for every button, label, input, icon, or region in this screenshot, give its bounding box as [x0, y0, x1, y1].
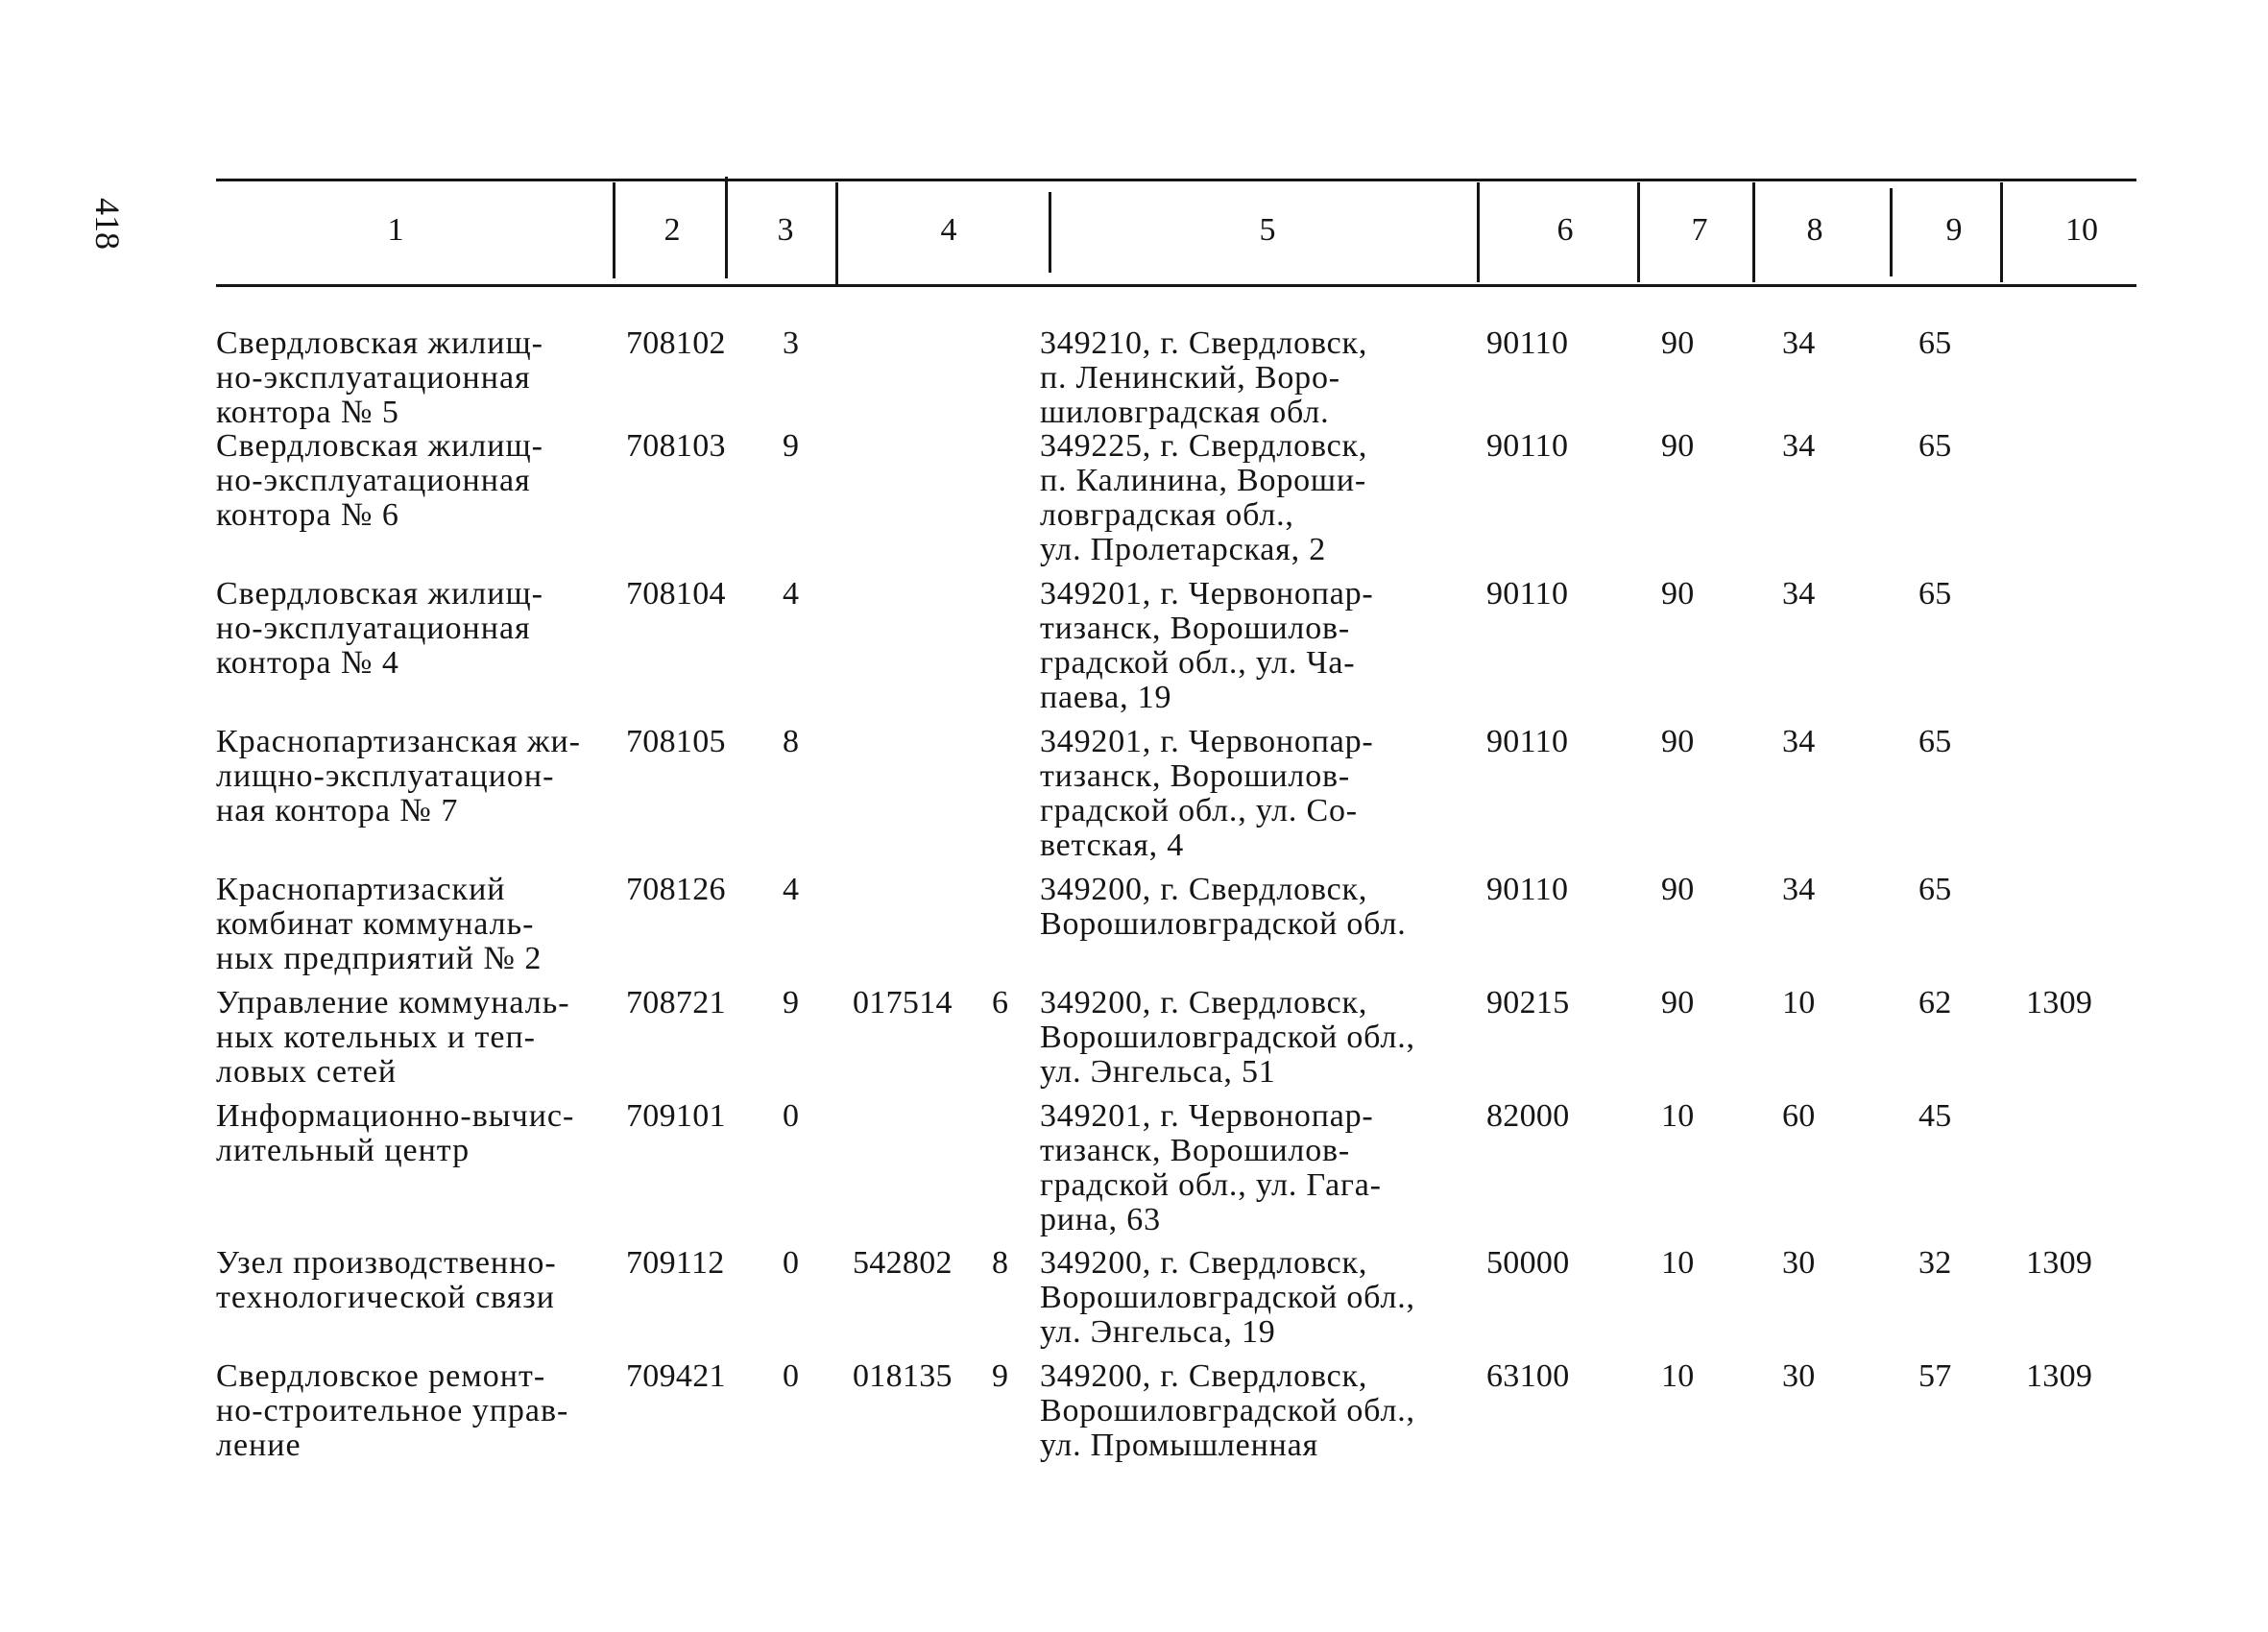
col8-value: 34 [1782, 325, 1816, 361]
col7-value: 10 [1661, 1098, 1695, 1134]
column-header-7: 7 [1691, 212, 1708, 248]
col3-digit: 3 [783, 325, 800, 361]
column-header-4: 4 [940, 212, 957, 248]
col10-value: 1309 [2026, 1245, 2093, 1281]
column-divider [1477, 182, 1480, 282]
col2-code: 708126 [626, 872, 726, 907]
col8-value: 34 [1782, 428, 1816, 464]
col3-digit: 0 [783, 1358, 800, 1394]
address: 349200, г. Свердловск, Ворошиловградской обл. [1040, 872, 1407, 942]
column-header-6: 6 [1556, 212, 1574, 248]
column-header-3: 3 [777, 212, 794, 248]
column-divider [2000, 182, 2003, 282]
address: 349200, г. Свердловск, Ворошиловградской обл., ул. Энгельса, 19 [1040, 1245, 1415, 1350]
column-divider [1049, 192, 1051, 273]
col2-code: 708102 [626, 325, 726, 361]
col3-digit: 9 [783, 985, 800, 1020]
col9-value: 45 [1918, 1098, 1952, 1134]
col6-code: 50000 [1486, 1245, 1570, 1281]
column-header-8: 8 [1806, 212, 1823, 248]
organization-name: Управление коммуналь- ных котельных и теп- ловых сетей [216, 985, 570, 1090]
col6-code: 90110 [1486, 576, 1569, 612]
column-header-1: 1 [387, 212, 404, 248]
column-header-5: 5 [1259, 212, 1276, 248]
organization-name: Краснопартизаский комбинат коммуналь- ных предприятий № 2 [216, 872, 543, 976]
column-divider [1752, 182, 1755, 282]
col2-code: 709421 [626, 1358, 726, 1394]
col6-code: 90110 [1486, 428, 1569, 464]
col9-value: 65 [1918, 325, 1952, 361]
col8-value: 34 [1782, 872, 1816, 907]
address: 349200, г. Свердловск, Ворошиловградской обл., ул. Энгельса, 51 [1040, 985, 1415, 1090]
col8-value: 34 [1782, 724, 1816, 759]
page-number: 418 [88, 198, 127, 250]
col7-value: 10 [1661, 1245, 1695, 1281]
address: 349225, г. Свердловск, п. Калинина, Вороши- ловградская обл., ул. Пролетарская, 2 [1040, 428, 1368, 567]
col2-code: 708103 [626, 428, 726, 464]
col3-digit: 0 [783, 1098, 800, 1134]
column-header-10: 10 [2065, 212, 2098, 248]
col4-digit: 8 [992, 1245, 1009, 1281]
col9-value: 57 [1918, 1358, 1952, 1394]
organization-name: Узел производственно- технологической связи [216, 1245, 557, 1315]
col7-value: 90 [1661, 872, 1695, 907]
col7-value: 90 [1661, 428, 1695, 464]
col6-code: 63100 [1486, 1358, 1570, 1394]
column-header-9: 9 [1945, 212, 1963, 248]
col7-value: 90 [1661, 985, 1695, 1020]
col9-value: 32 [1918, 1245, 1952, 1281]
col4-code: 018135 [853, 1358, 953, 1394]
col9-value: 65 [1918, 428, 1952, 464]
address: 349210, г. Свердловск, п. Ленинский, Воро- шиловградская обл. [1040, 325, 1368, 430]
col4-digit: 9 [992, 1358, 1009, 1394]
column-divider [1890, 188, 1893, 276]
col2-code: 709112 [626, 1245, 725, 1281]
col9-value: 65 [1918, 724, 1952, 759]
col4-code: 017514 [853, 985, 953, 1020]
col3-digit: 8 [783, 724, 800, 759]
organization-name: Краснопартизанская жи- лищно-эксплуатацион- ная контора № 7 [216, 724, 581, 828]
col8-value: 30 [1782, 1245, 1816, 1281]
col8-value: 34 [1782, 576, 1816, 612]
col3-digit: 9 [783, 428, 800, 464]
col4-code: 542802 [853, 1245, 953, 1281]
col3-digit: 0 [783, 1245, 800, 1281]
col7-value: 90 [1661, 724, 1695, 759]
header-bottom-rule [216, 284, 2136, 287]
col9-value: 65 [1918, 576, 1952, 612]
organization-name: Свердловская жилищ- но-эксплуатационная контора № 5 [216, 325, 543, 430]
col6-code: 90215 [1486, 985, 1570, 1020]
col7-value: 90 [1661, 325, 1695, 361]
col6-code: 90110 [1486, 325, 1569, 361]
organization-name: Информационно-вычис- лительный центр [216, 1098, 575, 1168]
column-divider [835, 182, 838, 286]
header-top-rule [216, 179, 2136, 181]
col6-code: 90110 [1486, 724, 1569, 759]
col3-digit: 4 [783, 872, 800, 907]
organization-name: Свердловская жилищ- но-эксплуатационная контора № 6 [216, 428, 543, 533]
column-divider [725, 177, 728, 278]
address: 349201, г. Червонопар- тизанск, Ворошилов- градской обл., ул. Гага- рина, 63 [1040, 1098, 1382, 1237]
address: 349201, г. Червонопар- тизанск, Ворошилов- градской обл., ул. Со- ветская, 4 [1040, 724, 1374, 863]
col6-code: 90110 [1486, 872, 1569, 907]
column-divider [1637, 182, 1640, 282]
col9-value: 65 [1918, 872, 1952, 907]
address: 349201, г. Червонопар- тизанск, Ворошилов- градской обл., ул. Ча- паева, 19 [1040, 576, 1374, 715]
col3-digit: 4 [783, 576, 800, 612]
organization-name: Свердловское ремонт- но-строительное управ- ление [216, 1358, 569, 1463]
col2-code: 708104 [626, 576, 726, 612]
col7-value: 10 [1661, 1358, 1695, 1394]
address: 349200, г. Свердловск, Ворошиловградской обл., ул. Промышленная [1040, 1358, 1415, 1463]
col6-code: 82000 [1486, 1098, 1570, 1134]
col7-value: 90 [1661, 576, 1695, 612]
col2-code: 708721 [626, 985, 726, 1020]
col8-value: 60 [1782, 1098, 1816, 1134]
col10-value: 1309 [2026, 985, 2093, 1020]
organization-name: Свердловская жилищ- но-эксплуатационная контора № 4 [216, 576, 543, 681]
col9-value: 62 [1918, 985, 1952, 1020]
column-divider [613, 182, 615, 278]
col2-code: 709101 [626, 1098, 726, 1134]
col10-value: 1309 [2026, 1358, 2093, 1394]
col8-value: 30 [1782, 1358, 1816, 1394]
col8-value: 10 [1782, 985, 1816, 1020]
column-header-2: 2 [664, 212, 681, 248]
col2-code: 708105 [626, 724, 726, 759]
col4-digit: 6 [992, 985, 1009, 1020]
